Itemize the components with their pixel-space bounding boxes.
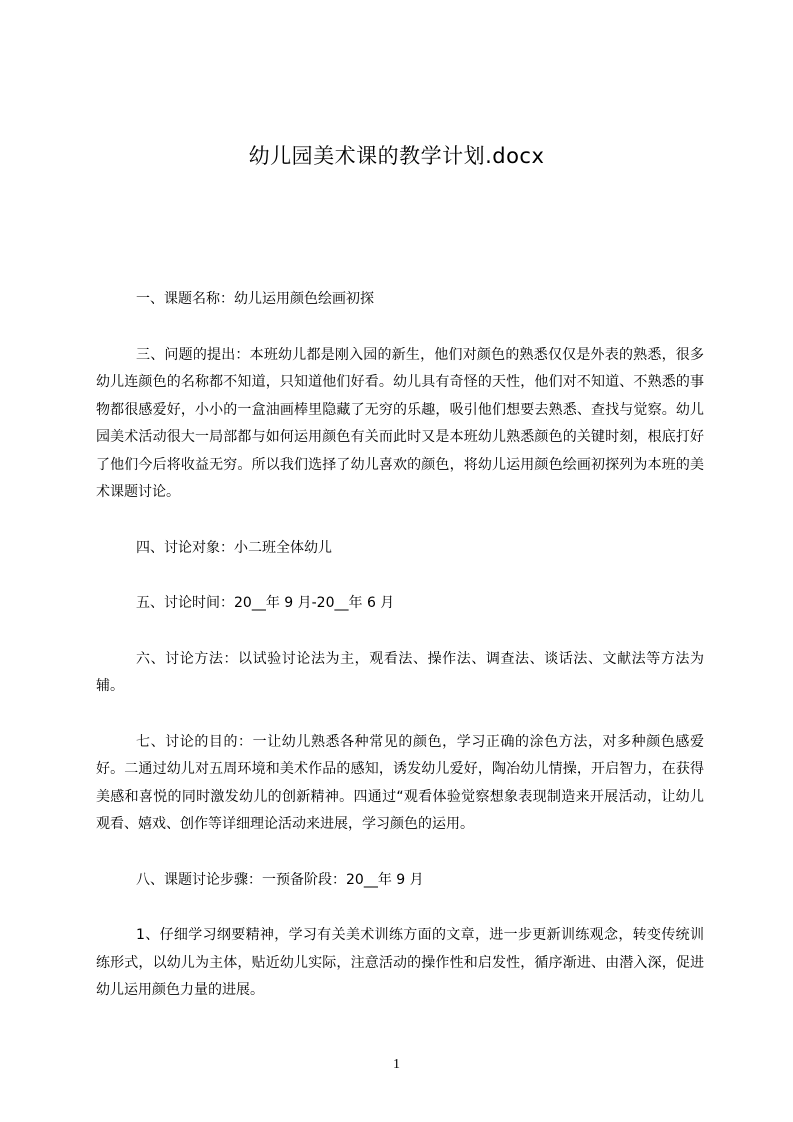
paragraph-problem-statement: 三、问题的提出：本班幼儿都是刚入园的新生，他们对颜色的熟悉仅仅是外表的熟悉，很多幼儿连颜色的名称都不知道，只知道他们好看。幼儿具有奇怪的天性，他们对不知道、不熟悉的事物都很感爱好，小小的一盒油画棒里隐藏了无穷的乐趣，吸引他们想要去熟悉、查找与觉察。幼儿园美术活动很大一局部都与如何运用颜色有关而此时又是本班幼儿熟悉颜色的关键时刻，根底打好了他们今后将收益无穷。所以我们选择了幼儿喜欢的颜色，将幼儿运用颜色绘画初探列为本班的美术课题讨论。 xyxy=(96,346,704,500)
paragraph-research-method: 六、讨论方法：以试验讨论法为主，观看法、操作法、调查法、谈话法、文献法等方法为辅。 xyxy=(96,650,704,694)
paragraph-research-time: 五、讨论时间：20__年 9 月-20__年 6 月 xyxy=(136,595,395,611)
paragraph-research-goal: 七、讨论的目的：一让幼儿熟悉各种常见的颜色，学习正确的涂色方法，对多种颜色感爱好。二通过幼儿对五周环境和美术作品的感知，诱发幼儿爱好，陶冶幼儿情操，开启智力，在获得美感和喜悦的同时激发幼儿的创新精神。四通过“观看体验觉察想象表现制造来开展活动，让幼儿观看、嬉戏、创作等详细理论活动来进展，学习颜色的运用。 xyxy=(96,733,704,832)
paragraph-step-one: 1、仔细学习纲要精神，学习有关美术训练方面的文章，进一步更新训练观念，转变传统训练形式，以幼儿为主体，贴近幼儿实际，注意活动的操作性和启发性，循序渐进、由潜入深，促进幼儿运用颜色力量的进展。 xyxy=(96,927,704,998)
document-title: 幼儿园美术课的教学计划.docx xyxy=(248,144,545,168)
paragraph-research-subject: 四、讨论对象：小二班全体幼儿 xyxy=(136,539,332,556)
paragraph-research-steps: 八、课题讨论步骤：一预备阶段：20__年 9 月 xyxy=(136,871,424,888)
page-number: 1 xyxy=(393,1057,400,1072)
paragraph-topic-name: 一、课题名称：幼儿运用颜色绘画初探 xyxy=(136,291,374,307)
document-body xyxy=(96,286,704,1033)
